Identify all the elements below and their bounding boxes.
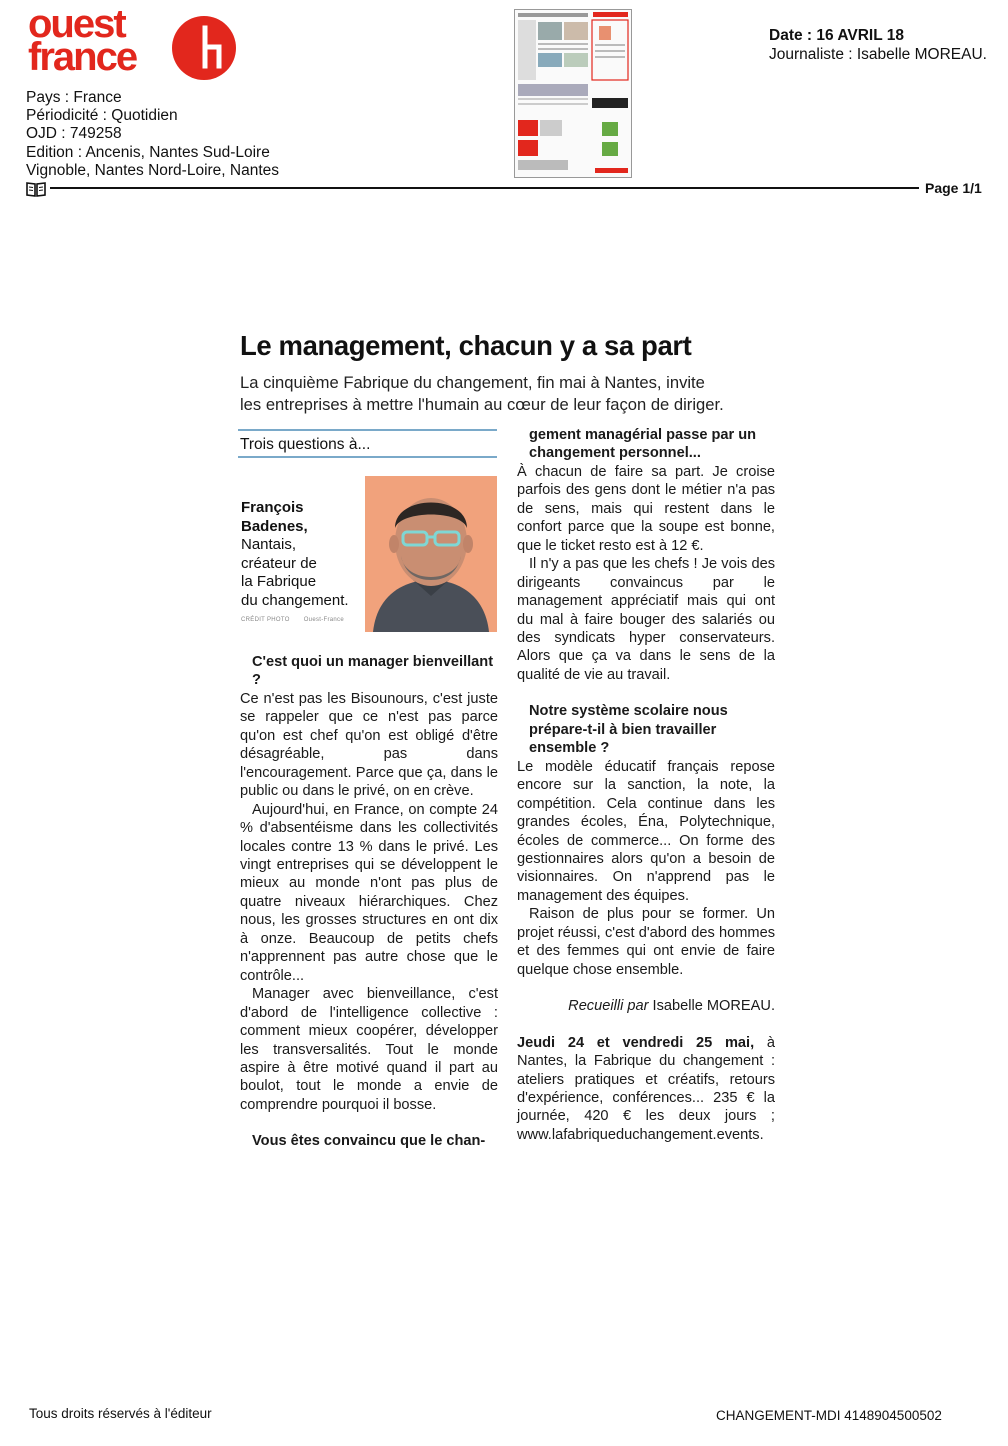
ouest-france-logo (28, 2, 238, 86)
question-2-end: gement managérial passe par un changement personnel... (529, 427, 757, 462)
interviewee-desc-1: Nantais, (241, 536, 297, 553)
answer-1-paragraph-1: Ce n'est pas les Bisounours, c'est juste se rappeler que ce n'est pas parce qu'on est chef qu'on est obligé d'être désagréable, pas dans l'encouragement. Parce que ça, dans le public ou dans le privé, on en crève. (240, 690, 498, 800)
section-rule-top (238, 429, 497, 431)
section-heading: Trois questions à... (240, 436, 371, 453)
logo-circle-icon (172, 16, 236, 80)
meta-edition: Edition : Ancenis, Nantes Sud-Loire (26, 143, 270, 161)
header-divider (50, 187, 919, 189)
standfirst-line-1: La cinquième Fabrique du changement, fin mai à Nantes, invite (240, 373, 705, 392)
page-number: Page 1/1 (925, 180, 982, 196)
spacer (517, 1016, 775, 1034)
journalist: Journaliste : Isabelle MOREAU. (769, 46, 987, 63)
spacer (240, 1114, 498, 1132)
signature-name: Isabelle MOREAU. (652, 998, 775, 1015)
interviewee-desc-2: créateur de (241, 554, 317, 572)
meta-edition-cont: Vignoble, Nantes Nord-Loire, Nantes (26, 161, 280, 179)
interviewee-desc-4: du changement. (241, 591, 349, 609)
article-column-right (517, 426, 775, 1144)
interviewee-first-name: François (241, 499, 304, 516)
logo-line-2: france (28, 35, 137, 79)
logo-wordmark (28, 2, 137, 79)
section-rule-bottom (238, 456, 497, 458)
question-2-start: Vous êtes convaincu que le chan- (252, 1133, 486, 1150)
photo-credit-label: CRÉDIT PHOTO (241, 617, 290, 623)
logo-line-1: ouest (28, 2, 125, 46)
answer-3-paragraph-2: Raison de plus pour se former. Un projet réussi, c'est d'abord des hommes et des femmes qui ont envie de faire quelque chose ensemble. (517, 906, 775, 978)
article-column-left (240, 653, 498, 1151)
article-title: Le management, chacun y a sa part (240, 330, 692, 361)
answer-3-paragraph-1: Le modèle éducatif français repose encore sur la sanction, la note, la compétition. Cela continue dans les grandes écoles, Éna, Polytechnique, écoles de commerce... On forme des gestionnaires alors qu'on a besoin de visionnaires. On n'apprend pas le management des équipes. (517, 758, 775, 904)
article-standfirst (240, 372, 760, 416)
rights-notice: Tous droits réservés à l'éditeur (29, 1406, 212, 1421)
event-dates: Jeudi 24 et vendredi 25 mai, (517, 1034, 755, 1051)
interviewee-caption (241, 499, 349, 610)
standfirst-line-2: les entreprises à mettre l'humain au cœur de leur façon de diriger. (240, 395, 724, 414)
answer-1-paragraph-3: Manager avec bienveillance, c'est d'abord de l'intelligence collective : comment mieux coopérer, développer les transversalités. Tout le monde aspire à être motivé quand il part au boulot, tout le monde a envie de comprendre pourquoi il bosse. (240, 986, 498, 1113)
photo-credit-source: Ouest-France (303, 617, 344, 623)
question-3: Notre système scolaire nous prépare-t-il à bien travailler ensemble ? (529, 703, 728, 757)
meta-country: Pays : France (26, 89, 122, 106)
publication-meta (26, 89, 279, 180)
interviewee-desc-3: la Fabrique (241, 573, 317, 590)
meta-periodicity: Périodicité : Quotidien (26, 107, 178, 125)
answer-1-paragraph-2: Aujourd'hui, en France, on compte 24 % d'absentéisme dans les collectivités locales contre 13 % dans le privé. Les vingt entreprises qui se développent le mieux au monde n'ont pas plus de quatre niveaux hiérarchiques. Chez nous, les grosses structures en ont dix à onze. Beaucoup de petits chefs n'apprennent pas autre chose que le contrôle... (240, 801, 498, 984)
book-icon (26, 181, 46, 202)
spacer (517, 684, 775, 702)
interviewee-photo (365, 476, 497, 632)
article-signature (517, 997, 775, 1015)
answer-2-paragraph-2: Il n'y a pas que les chefs ! Je vois des dirigeants convaincus par le management appréciatif mais qui ont du mal à faire bouger des salariés ou des syndicats hyper conservateurs. Alors que ça va dans le sens de la qualité de vie au travail. (517, 556, 775, 683)
question-1: C'est quoi un manager bienveillant ? (252, 654, 494, 689)
event-details: à Nantes, la Fabrique du changement : ateliers pratiques et créatifs, retours d'expérience, conférences... 235 € la journée, 420 € les deux jours ; www.lafabriqueduchangement.events. (517, 1034, 775, 1143)
spacer (517, 979, 775, 997)
signature-prefix: Recueilli par (568, 998, 649, 1015)
page-thumbnail (514, 9, 632, 178)
date-block (769, 26, 987, 64)
publication-date: Date : 16 AVRIL 18 (769, 27, 904, 44)
page-thumbnail-image (515, 10, 631, 177)
photo-credit (241, 617, 361, 623)
document-reference: CHANGEMENT-MDI 4148904500502 (716, 1408, 942, 1423)
interviewee-last-name: Badenes, (241, 517, 308, 535)
event-info (517, 1034, 775, 1145)
meta-ojd: OJD : 749258 (26, 125, 122, 143)
answer-2-paragraph-1: À chacun de faire sa part. Je croise parfois des gens dont le métier n'a pas de sens, mais qui restent dans le confort parce que la soupe est bonne, que le ticket resto est à 12 €. (517, 463, 775, 554)
